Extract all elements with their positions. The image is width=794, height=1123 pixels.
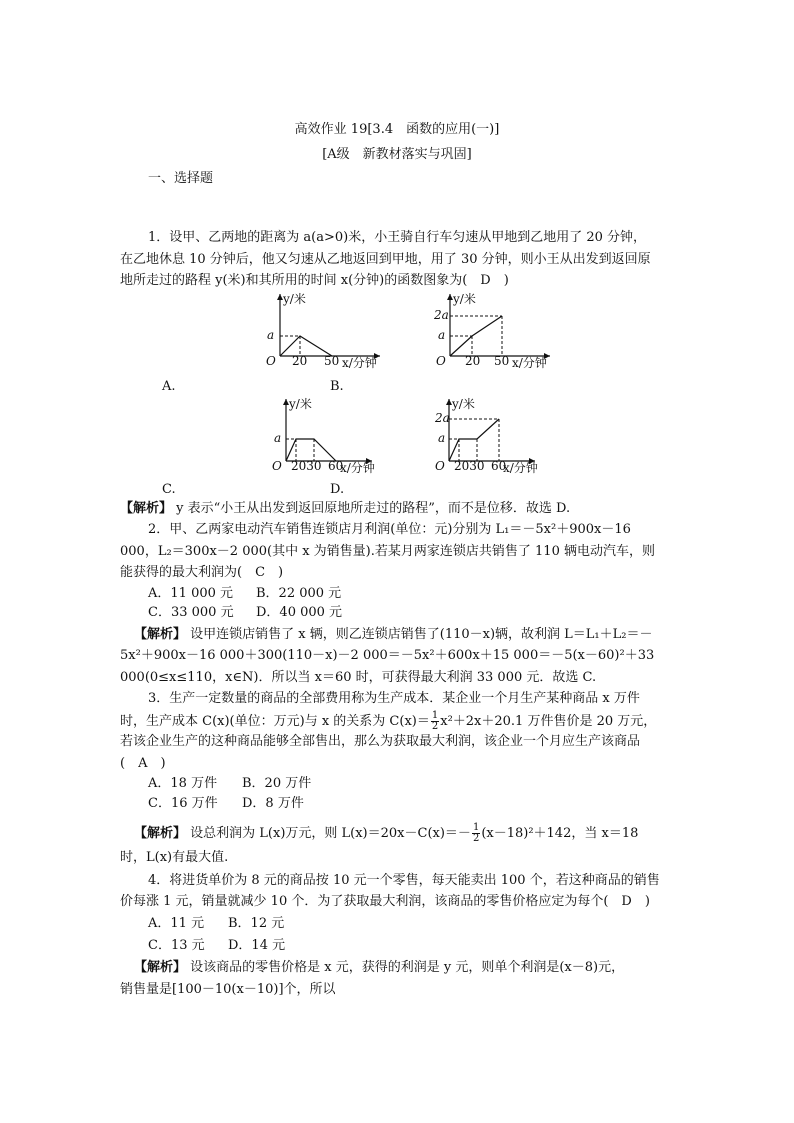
q1-analysis bbox=[120, 500, 570, 518]
graph-d-x-ticks-20-30: 2030 bbox=[454, 459, 485, 473]
graph-b-x-label: x/分钟 bbox=[512, 356, 547, 370]
q1-line-2: 在乙地休息 10 分钟后，他又匀速从乙地返回到甲地，用了 30 分钟，则小王从出发到返回原 bbox=[120, 252, 651, 267]
q4-analysis-1 bbox=[134, 959, 624, 977]
option-d-label: D. bbox=[330, 482, 345, 497]
q2-line-2: 000，L₂＝300x－2 000(其中 x 为销售量).若某月两家连锁店共销售了 110 辆电动汽车，则 bbox=[120, 544, 655, 559]
q3-analysis-1-b: (x－18)²＋142，当 x＝18 bbox=[481, 826, 639, 841]
q4-analysis-2: 销售量是[100－10(x－10)]个，所以 bbox=[120, 982, 336, 997]
q3-line-1: 3．生产一定数量的商品的全部费用称为生产成本．某企业一个月生产某种商品 x 万件 bbox=[148, 691, 640, 706]
graph-a-x-tick-20: 20 bbox=[292, 354, 308, 368]
graph-c-x-label: x/分钟 bbox=[340, 461, 375, 475]
graph-b-2a-tick: 2a bbox=[434, 308, 449, 322]
option-c-label: C. bbox=[162, 482, 176, 497]
graph-a-x-label: x/分钟 bbox=[342, 356, 377, 370]
q3-line-2-a: 时，生产成本 C(x)(单位：万元)与 x 的关系为 C(x)＝ bbox=[120, 714, 430, 729]
q3-analysis-tag: 【解析】 bbox=[134, 826, 187, 841]
q1-line-3: 地所走过的路程 y(米)和其所用的时间 x(分钟)的函数图象为( D ) bbox=[120, 273, 509, 288]
graph-b-x-tick-50: 50 bbox=[494, 354, 510, 368]
graph-d-y-label: y/米 bbox=[452, 397, 475, 411]
option-a-label: A. bbox=[162, 379, 176, 394]
q2-analysis-1 bbox=[134, 626, 653, 644]
graph-c bbox=[272, 395, 392, 475]
q2-option-c: C．33 000 元 bbox=[148, 605, 234, 620]
q3-option-b: B．20 万件 bbox=[242, 776, 312, 791]
graph-b-x-tick-20: 20 bbox=[465, 354, 481, 368]
q3-analysis-1 bbox=[134, 823, 638, 844]
q2-option-a: A．11 000 元 bbox=[148, 586, 234, 601]
q4-analysis-tag: 【解析】 bbox=[134, 960, 187, 975]
q3-analysis-fraction bbox=[472, 823, 480, 844]
q3-line-2-b: x²＋2x＋20.1 万件售价是 20 万元， bbox=[440, 714, 657, 729]
q2-line-3: 能获得的最大利润为( C ) bbox=[120, 565, 284, 580]
q3-line-3: 若该企业生产的这种商品能够全部售出，那么为获取最大利润，该企业一个月应生产该商品 bbox=[120, 734, 641, 749]
q3-fraction bbox=[431, 711, 439, 732]
section-heading: 一、选择题 bbox=[148, 171, 214, 186]
q4-line-2: 价每涨 1 元，销量就减少 10 个．为了获取最大利润，该商品的零售价格应定为每个( D ) bbox=[120, 894, 650, 909]
q2-analysis-3: 000(0≤x≤110，x∈N)．所以当 x＝60 时，可获得最大利润 33 000 元．故选 C. bbox=[120, 670, 597, 685]
graph-a-y-label: y/米 bbox=[283, 292, 306, 306]
q4-option-d: D．14 元 bbox=[228, 938, 286, 953]
graph-d-origin: O bbox=[435, 459, 445, 473]
q1-line-1: 1．设甲、乙两地的距离为 a(a>0)米，小王骑自行车匀速从甲地到乙地用了 20 分钟， bbox=[148, 230, 647, 245]
graph-b bbox=[432, 290, 552, 370]
q3-fraction-denominator: 2 bbox=[431, 721, 439, 732]
graph-d-a-tick: a bbox=[438, 431, 446, 445]
graph-a-x-tick-50: 50 bbox=[324, 354, 340, 368]
q4-line-1: 4．将进货单价为 8 元的商品按 10 元一个零售，每天能卖出 100 个，若这种商品的销售 bbox=[148, 873, 660, 888]
graph-c-x-tick-60: 60 bbox=[328, 459, 344, 473]
q3-option-c: C．16 万件 bbox=[148, 796, 218, 811]
q3-line-2 bbox=[120, 711, 656, 732]
graph-a-a-tick: a bbox=[267, 328, 275, 342]
graph-c-y-label: y/米 bbox=[289, 397, 312, 411]
level-subtitle: [A级 新教材落实与巩固] bbox=[322, 147, 472, 162]
q4-option-b: B．12 元 bbox=[228, 916, 285, 931]
q3-option-d: D．8 万件 bbox=[242, 796, 304, 811]
q2-analysis-1-text: 设甲连锁店销售了 x 辆，则乙连锁店销售了(110－x)辆，故利润 L＝L₁＋L₂＝－ bbox=[186, 627, 653, 642]
graph-b-origin: O bbox=[436, 354, 446, 368]
graph-c-origin: O bbox=[272, 459, 282, 473]
graph-c-x-ticks-20-30: 2030 bbox=[291, 459, 322, 473]
q3-analysis-fraction-numerator: 1 bbox=[472, 822, 480, 833]
q2-analysis-tag: 【解析】 bbox=[134, 627, 187, 642]
graph-b-a-tick: a bbox=[438, 328, 446, 342]
q3-analysis-fraction-denominator: 2 bbox=[472, 833, 480, 844]
q4-option-a: A．11 元 bbox=[148, 916, 205, 931]
q2-line-1: 2．甲、乙两家电动汽车销售连锁店月利润(单位：元)分别为 L₁＝－5x²＋900x－16 bbox=[148, 522, 631, 537]
graph-b-y-label: y/米 bbox=[453, 292, 476, 306]
graph-d bbox=[435, 395, 555, 475]
q3-option-a: A．18 万件 bbox=[148, 776, 218, 791]
q4-analysis-1-text: 设该商品的零售价格是 x 元，获得的利润是 y 元，则单个利润是(x－8)元， bbox=[186, 960, 625, 975]
q3-analysis-1-a: 设总利润为 L(x)万元，则 L(x)＝20x－C(x)＝－ bbox=[186, 826, 471, 841]
q2-option-d: D．40 000 元 bbox=[256, 605, 343, 620]
q3-line-4: ( A ) bbox=[120, 756, 166, 771]
graph-a bbox=[262, 290, 382, 370]
graph-d-x-tick-60: 60 bbox=[491, 459, 507, 473]
graph-d-2a-tick: 2a bbox=[435, 411, 450, 425]
q2-option-b: B．22 000 元 bbox=[256, 586, 342, 601]
q3-fraction-numerator: 1 bbox=[431, 710, 439, 721]
q1-analysis-tag: 【解析】 bbox=[120, 501, 173, 516]
q1-analysis-text: y 表示“小王从出发到返回原地所走过的路程”，而不是位移．故选 D. bbox=[172, 501, 571, 516]
graph-c-a-tick: a bbox=[274, 431, 282, 445]
option-b-label: B. bbox=[330, 379, 344, 394]
page-title: 高效作业 19[3.4 函数的应用(一)] bbox=[294, 122, 500, 137]
q2-analysis-2: 5x²＋900x－16 000＋300(110－x)－2 000＝－5x²＋600x＋15 000＝－5(x－60)²＋33 bbox=[120, 648, 655, 663]
graph-d-x-label: x/分钟 bbox=[503, 461, 538, 475]
graph-a-origin: O bbox=[266, 354, 276, 368]
q3-analysis-2: 时，L(x)有最大值. bbox=[120, 850, 229, 865]
q4-option-c: C．13 元 bbox=[148, 938, 205, 953]
